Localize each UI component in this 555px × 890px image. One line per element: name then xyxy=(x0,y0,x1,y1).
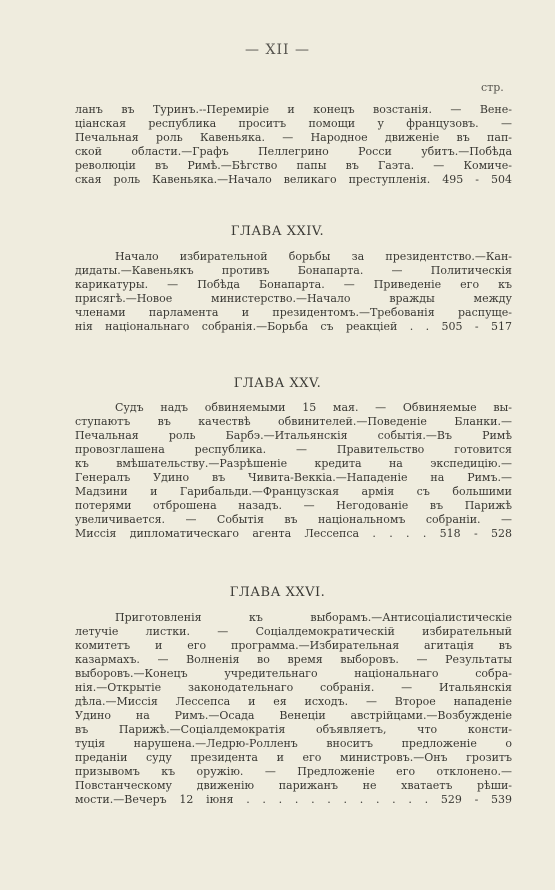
text-line: провозглашена республика. — Правительство готовится xyxy=(75,443,512,456)
text-line: Повстанческому движенію парижанъ не хватаетъ рѣши- xyxy=(75,779,512,792)
chapter-title-xxvi: ГЛАВА XXVI. xyxy=(229,585,326,600)
text-line: членами парламента и президентомъ.—Требованія распуще- xyxy=(75,306,512,319)
text-line: призывомъ къ оружію. — Предложеніе его отклонено.— xyxy=(75,765,512,778)
text-line: потерями отброшена назадъ. — Негодованіе въ Парижѣ xyxy=(75,499,512,512)
text-line: дидаты.—Кавеньякъ противъ Бонапарта. — Политическія xyxy=(75,264,512,277)
text-line: ская роль Кавеньяка.—Начало великаго преступленія. 495 - 504 xyxy=(75,173,512,186)
chapter-summary-xxvi xyxy=(75,611,512,807)
text-line: комитетъ и его программа.—Избирательная агитація въ xyxy=(75,639,512,652)
chapter-title-xxiv: ГЛАВА XXIV. xyxy=(230,224,325,239)
text-line: нія національнаго собранія.—Борьба съ реакціей . . 505 - 517 xyxy=(75,320,512,333)
text-line: Печальная роль Барбэ.—Итальянскія событія.—Въ Римѣ xyxy=(75,429,512,442)
text-line: къ вмѣшательству.—Разрѣшеніе кредита на экспедицію.— xyxy=(75,457,512,470)
page-number-header: — XII — xyxy=(245,42,310,58)
text-line: дѣла.—Миссія Лессепса и ея исходъ. — Второе нападеніе xyxy=(75,695,512,708)
text-line: ской области.—Графъ Пеллегрино Росси убитъ.—Побѣда xyxy=(75,145,512,158)
chapter-summary-xxiv xyxy=(75,250,512,334)
intro-paragraph xyxy=(75,103,512,187)
text-line: ціанская республика проситъ помощи у французовъ. — xyxy=(75,117,512,130)
text-line: революціи въ Римѣ.—Бѣгство папы въ Гаэта. — Комиче- xyxy=(75,159,512,172)
text-line: Приготовленія къ выборамъ.—Антисоціалистическіе xyxy=(115,611,512,624)
text-line: Судъ надъ обвиняемыми 15 мая. — Обвиняемые вы- xyxy=(115,401,512,414)
text-line: казармахъ. — Волненія во время выборовъ. — Результаты xyxy=(75,653,512,666)
text-line: Печальная роль Кавеньяка. — Народное движеніе въ пап- xyxy=(75,131,512,144)
text-line: мости.—Вечеръ 12 іюня . . . . . . . . . . . . 529 - 539 xyxy=(75,793,512,806)
text-line: летучіе листки. — Соціалдемократическій избирательный xyxy=(75,625,512,638)
text-line: въ Парижѣ.—Соціалдемократія объявляетъ, что консти- xyxy=(75,723,512,736)
page-column-label: стр. xyxy=(481,81,504,94)
text-line: Генералъ Удино въ Чивита-Веккіа.—Нападеніе на Римъ.— xyxy=(75,471,512,484)
text-line: Мадзини и Гарибальди.—Французская армія съ большими xyxy=(75,485,512,498)
text-line: Начало избирательной борьбы за президентство.—Кан- xyxy=(115,250,512,263)
chapter-title-xxv: ГЛАВА XXV. xyxy=(233,376,322,391)
text-line: Удино на Римъ.—Осада Венеціи австрійцами.—Возбужденіе xyxy=(75,709,512,722)
text-line: карикатуры. — Побѣда Бонапарта. — Приведеніе его къ xyxy=(75,278,512,291)
text-line: увеличивается. — Событія въ національномъ собраніи. — xyxy=(75,513,512,526)
text-line: ступаютъ въ качествѣ обвинителей.—Поведеніе Бланки.— xyxy=(75,415,512,428)
text-line: ланъ въ Туринъ.--Перемиріе и конецъ возстанія. — Вене- xyxy=(75,103,512,116)
text-line: туція нарушена.—Ледрю-Ролленъ вноситъ предложеніе о xyxy=(75,737,512,750)
text-line: нія.—Открытіе законодательнаго собранія. — Итальянскія xyxy=(75,681,512,694)
text-line: выборовъ.—Конецъ учредительнаго національнаго собра- xyxy=(75,667,512,680)
text-line: присягѣ.—Новое министерство.—Начало вражды между xyxy=(75,292,512,305)
chapter-summary-xxv xyxy=(75,401,512,541)
text-line: Миссія дипломатическаго агента Лессепса . . . . 518 - 528 xyxy=(75,527,512,540)
text-line: преданіи суду президента и его министровъ.—Онъ грозитъ xyxy=(75,751,512,764)
